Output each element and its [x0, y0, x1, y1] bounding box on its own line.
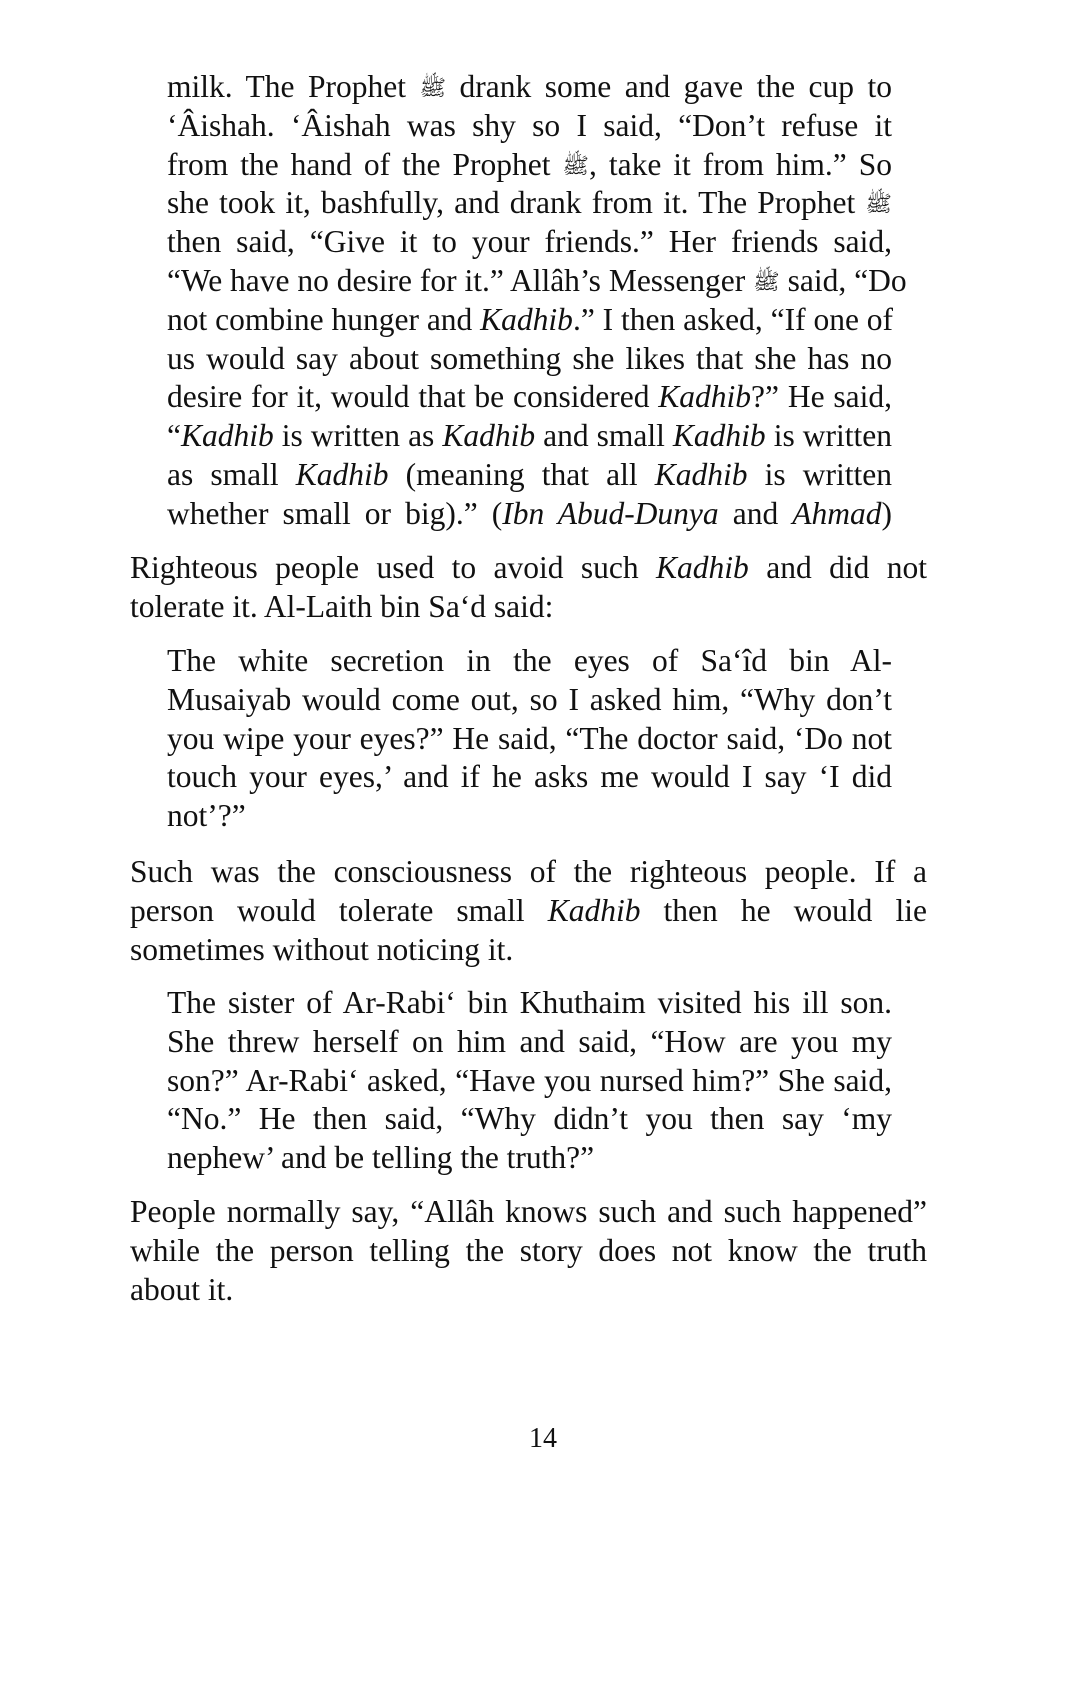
- text-line: touch your eyes,’ and if he asks me would I say ‘I did: [167, 759, 892, 795]
- text-line: person would tolerate small Kadhib then he would lie: [130, 892, 927, 928]
- text-line: “Kadhib is written as Kadhib and small Kadhib is written: [167, 418, 892, 454]
- quote-paragraph-hadith: [167, 68, 907, 534]
- text-line: you wipe your eyes?” He said, “The doctor said, ‘Do not: [167, 720, 892, 756]
- page-number: 14: [529, 1423, 557, 1454]
- quote-paragraph-ar-rabi: [167, 984, 892, 1178]
- text-line: desire for it, would that be considered Kadhib?” He said,: [167, 379, 892, 415]
- text-line: The white secretion in the eyes of Sa‘îd bin Al-: [167, 643, 892, 678]
- honorific-symbol-icon: ﷺ: [865, 191, 892, 217]
- honorific-symbol-icon: ﷺ: [419, 75, 447, 100]
- text-line: nephew’ and be telling the truth?”: [167, 1140, 595, 1176]
- body-paragraph-righteous: [130, 549, 927, 627]
- text-line: sometimes without noticing it.: [130, 931, 514, 967]
- text-line: Such was the consciousness of the righteous people. If a: [130, 854, 927, 889]
- body-paragraph-consciousness: [130, 853, 927, 969]
- text-line: about it.: [130, 1271, 234, 1307]
- text-line: she took it, bashfully, and drank from it. The Prophet ﷺ: [167, 185, 892, 221]
- quote-paragraph-al-laith: [167, 642, 892, 836]
- text-line: whether small or big).” (Ibn Abud-Dunya and Ahmad): [167, 495, 893, 531]
- text-line: The sister of Ar-Rabi‘ bin Khuthaim visited his ill son.: [167, 985, 892, 1020]
- text-line: “We have no desire for it.” Allâh’s Messenger ﷺ said, “Do: [167, 262, 907, 298]
- text-line: not combine hunger and Kadhib.” I then asked, “If one of: [167, 301, 894, 337]
- text-line: from the hand of the Prophet ﷺ, take it from him.” So: [167, 146, 892, 182]
- text-line: milk. The Prophet ﷺ drank some and gave the cup to: [167, 69, 893, 104]
- text-line: then said, “Give it to your friends.” Her friends said,: [167, 224, 892, 260]
- text-line: ‘Âishah. ‘Âishah was shy so I said, “Don’t refuse it: [167, 107, 892, 143]
- body-paragraph-people: [130, 1193, 927, 1309]
- honorific-symbol-icon: ﷺ: [753, 268, 780, 294]
- text-line: Righteous people used to avoid such Kadhib and did not: [130, 550, 927, 585]
- text-line: son?” Ar-Rabi‘ asked, “Have you nursed him?” She said,: [167, 1062, 892, 1098]
- text-line: Musaiyab would come out, so I asked him, “Why don’t: [167, 681, 892, 717]
- text-line: She threw herself on him and said, “How are you my: [167, 1023, 892, 1059]
- text-line: “No.” He then said, “Why didn’t you then say ‘my: [167, 1101, 892, 1137]
- honorific-symbol-icon: ﷺ: [562, 152, 589, 178]
- text-line: tolerate it. Al-Laith bin Sa‘d said:: [130, 588, 554, 624]
- text-line: People normally say, “Allâh knows such and such happened”: [130, 1194, 927, 1229]
- text-line: us would say about something she likes that she has no: [167, 340, 892, 376]
- text-line: while the person telling the story does not know the truth: [130, 1232, 927, 1268]
- text-line: as small Kadhib (meaning that all Kadhib is written: [167, 456, 892, 492]
- text-line: not’?”: [167, 798, 246, 834]
